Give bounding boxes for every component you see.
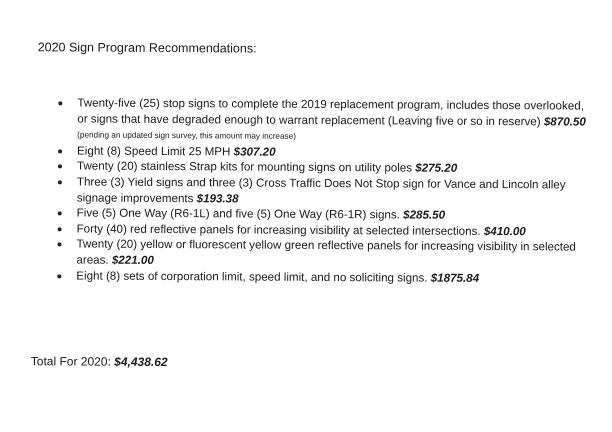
list-item xyxy=(54,268,586,287)
recommendation-list xyxy=(54,95,587,286)
item-amount: $193.38 xyxy=(196,191,239,206)
bullet-icon xyxy=(58,180,62,184)
bullet-icon xyxy=(58,165,62,169)
item-text: Twenty (20) stainless Strap kits for mounting signs on utility poles xyxy=(76,159,413,175)
item-text: Forty (40) red reflective panels for increasing visibility at selected intersections. xyxy=(76,222,481,238)
bullet-icon xyxy=(58,101,62,105)
item-amount: $285.50 xyxy=(403,208,446,222)
bullet-icon xyxy=(58,149,62,153)
item-text: Twenty-five (25) stop signs to complete the 2019 replacement program, includes those overlooked, or signs that have degraded enough to warrant replacement (Leaving five or so in reserve) xyxy=(77,96,584,128)
total-amount: $4,438.62 xyxy=(114,354,168,370)
document-heading: 2020 Sign Program Recommendations: xyxy=(37,40,257,56)
item-amount: $221.00 xyxy=(111,253,154,267)
item-amount: $1875.84 xyxy=(430,271,480,285)
item-amount: $307.20 xyxy=(233,145,276,159)
total-line xyxy=(31,354,168,369)
item-amount: $410.00 xyxy=(483,224,526,238)
item-note: (pending an updated sign survey, this amount may increase) xyxy=(77,130,296,141)
item-amount: $870.50 xyxy=(543,114,586,129)
total-label: Total For 2020: xyxy=(30,354,111,369)
item-text: Twenty (20) yellow or fluorescent yellow green reflective panels for increasing visibility in selected areas. xyxy=(76,237,576,267)
list-item xyxy=(55,95,587,146)
item-text: Five (5) One Way (R6-1L) and five (5) One Way (R6-1R) signs. xyxy=(76,206,400,222)
item-text: Eight (8) Speed Limit 25 MPH xyxy=(77,144,231,159)
list-item xyxy=(55,174,587,208)
item-amount: $275.20 xyxy=(415,161,458,176)
item-text: Eight (8) sets of corporation limit, speed limit, and no soliciting signs. xyxy=(76,269,428,285)
bullet-icon xyxy=(57,274,61,278)
item-text: Three (3) Yield signs and three (3) Cross Traffic Does Not Stop sign for Vance and Lincoln alley signage improvements xyxy=(76,175,566,205)
bullet-icon xyxy=(58,212,62,216)
bullet-icon xyxy=(57,243,61,247)
bullet-icon xyxy=(58,227,62,231)
list-item xyxy=(54,237,586,271)
